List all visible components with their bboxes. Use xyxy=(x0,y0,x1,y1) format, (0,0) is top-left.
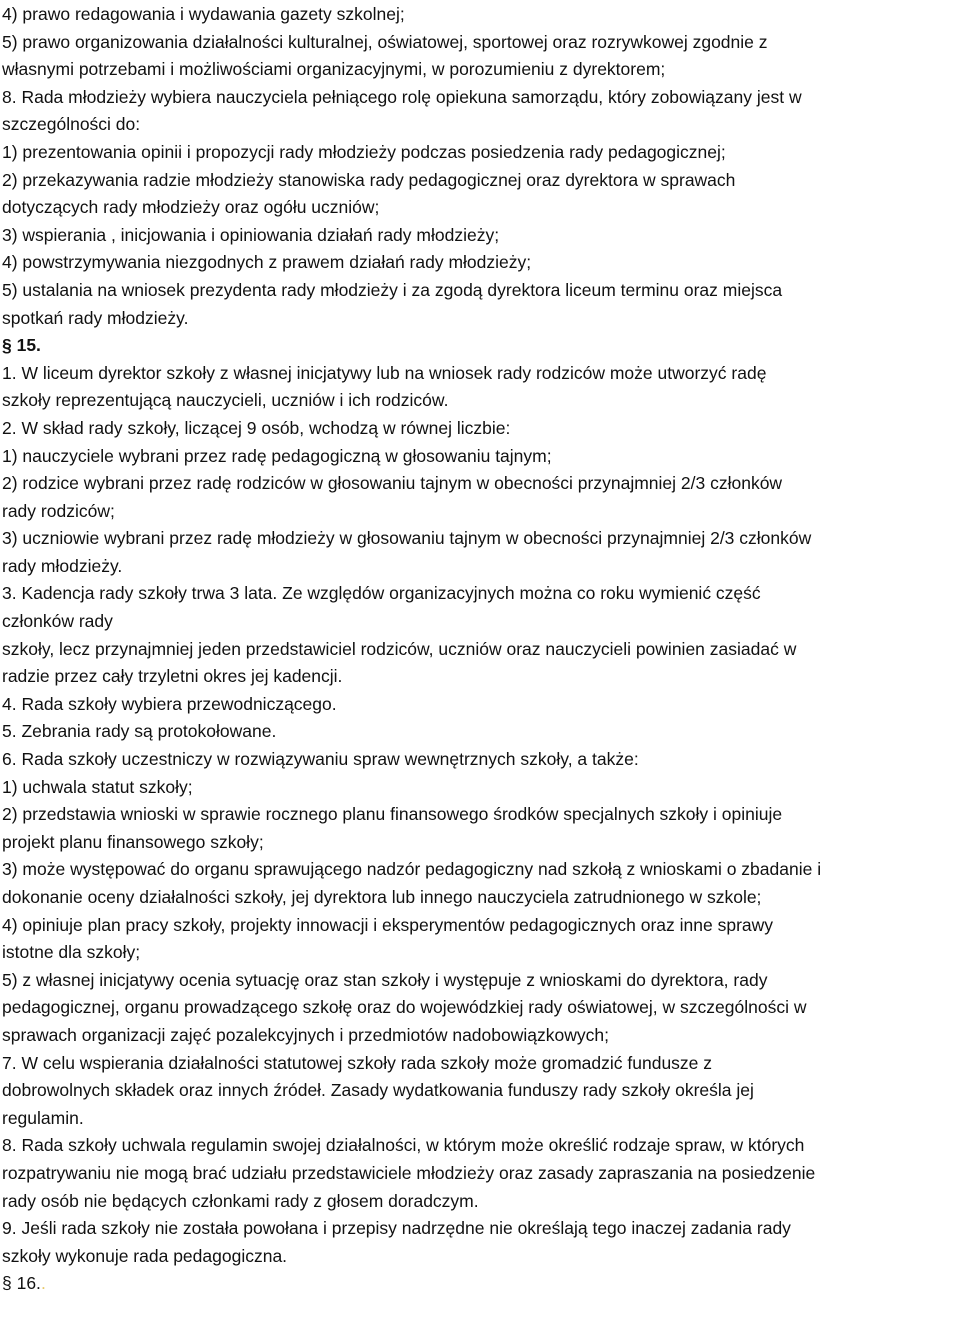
text-line: 4. Rada szkoły wybiera przewodniczącego. xyxy=(2,693,337,714)
text-line: szkoły, lecz przynajmniej jeden przedstawiciel rodziców, uczniów oraz nauczycieli powinien zasiadać w xyxy=(2,638,797,659)
text-line: rady osób nie będących członkami rady z głosem doradczym. xyxy=(2,1190,479,1211)
text-line: szkoły wykonuje rada pedagogiczna. xyxy=(2,1245,288,1266)
text-line: rady rodziców; xyxy=(2,500,115,521)
text-line: własnymi potrzebami i możliwościami organizacyjnymi, w porozumieniu z dyrektorem; xyxy=(2,59,666,80)
document-page xyxy=(2,0,958,1326)
text-line: 4) opiniuje plan pracy szkoły, projekty innowacji i eksperymentów pedagogicznych oraz inne sprawy xyxy=(2,914,774,935)
text-line: 1) prezentowania opinii i propozycji rady młodzieży podczas posiedzenia rady pedagogicznej; xyxy=(2,141,726,162)
text-line-last-paragraph xyxy=(2,1270,958,1298)
text-line: 7. W celu wspierania działalności statutowej szkoły rada szkoły może gromadzić fundusze z xyxy=(2,1052,713,1073)
text-line: dokonanie oceny działalności szkoły, jej dyrektora lub innego nauczyciela zatrudnionego w szkole; xyxy=(2,887,762,907)
text-line: 5) z własnej inicjatywy ocenia sytuację oraz stan szkoły i występuje z wnioskami do dyrektora, rady xyxy=(2,969,768,990)
text-line: 4) prawo redagowania i wydawania gazety szkolnej; xyxy=(2,4,405,24)
text-line: projekt planu finansowego szkoły; xyxy=(2,831,264,852)
text-line-content: § 16. xyxy=(2,1273,41,1294)
text-line: pedagogicznej, organu prowadzącego szkołę oraz do wojewódzkiej rady oświatowej, w szczególności w xyxy=(2,997,807,1018)
text-line: dobrowolnych składek oraz innych źródeł. Zasady wydatkowania funduszy rady szkoły określa jej xyxy=(2,1080,754,1101)
text-line: radzie przez cały trzyletni okres jej kadencji. xyxy=(2,666,343,687)
text-line: 8. Rada młodzieży wybiera nauczyciela pełniącego rolę opiekuna samorządu, który zobowiązany jest w xyxy=(2,86,802,107)
text-line: 2) przekazywania radzie młodzieży stanowiska rady pedagogicznej oraz dyrektora w sprawach xyxy=(2,169,736,190)
text-line: 3) może występować do organu sprawującego nadzór pedagogiczny nad szkołą z wnioskami o zbadanie i xyxy=(2,859,822,880)
text-line: 9. Jeśli rada szkoły nie została powołana i przepisy nadrzędne nie określają tego inaczej zadania rady xyxy=(2,1218,791,1239)
section-heading-16 xyxy=(2,1298,958,1326)
text-line: 2) rodzice wybrani przez radę rodziców w głosowaniu tajnym w obecności przynajmniej 2/3 członków xyxy=(2,473,783,494)
text-line: 5. Zebrania rady są protokołowane. xyxy=(2,721,277,742)
text-line: istotne dla szkoły; xyxy=(2,942,141,963)
text-line: 3. Kadencja rady szkoły trwa 3 lata. Ze względów organizacyjnych można co roku wymienić część xyxy=(2,583,761,604)
text-line: spotkań rady młodzieży. xyxy=(2,307,189,328)
text-line: rozpatrywaniu nie mogą brać udziału przedstawiciele młodzieży oraz zasady zapraszania na posiedzenie xyxy=(2,1162,816,1183)
text-line: 3) wspierania , inicjowania i opiniowania działań rady młodzieży; xyxy=(2,224,500,245)
section-heading-15: § 15. xyxy=(2,335,41,356)
text-line: 6. Rada szkoły uczestniczy w rozwiązywaniu spraw wewnętrznych szkoły, a także: xyxy=(2,749,639,770)
text-line: 8. Rada szkoły uchwala regulamin swojej działalności, w którym może określić rodzaje spraw, w których xyxy=(2,1135,805,1156)
text-line: 2. W skład rady szkoły, liczącej 9 osób, wchodzą w równej liczbie: xyxy=(2,417,511,438)
text-line: 1) nauczyciele wybrani przez radę pedagogiczną w głosowaniu tajnym; xyxy=(2,445,552,466)
text-line: rady młodzieży. xyxy=(2,555,123,576)
text-line: sprawach organizacji zajęć pozalekcyjnych i przedmiotów nadobowiązkowych; xyxy=(2,1024,609,1045)
text-line: szczególności do: xyxy=(2,114,141,135)
text-line: 1. W liceum dyrektor szkoły z własnej inicjatywy lub na wniosek rady rodziców może utworzyć radę xyxy=(2,362,767,383)
text-line: szkoły reprezentującą nauczycieli, uczniów i ich rodziców. xyxy=(2,390,449,411)
text-line: regulamin. xyxy=(2,1107,84,1128)
text-line: 2) przedstawia wnioski w sprawie rocznego planu finansowego środków specjalnych szkoły i opiniuje xyxy=(2,804,783,825)
text-line: 1) uchwala statut szkoły; xyxy=(2,776,193,797)
text-line: 5) prawo organizowania działalności kulturalnej, oświatowej, sportowej oraz rozrywkowej zgodnie z xyxy=(2,31,768,52)
text-line: 4) powstrzymywania niezgodnych z prawem działań rady młodzieży; xyxy=(2,252,532,273)
trailing-dot: . xyxy=(40,1273,46,1294)
text-line: członków rady xyxy=(2,611,113,632)
text-line: dotyczących rady młodzieży oraz ogółu uczniów; xyxy=(2,197,380,218)
text-line: 3) uczniowie wybrani przez radę młodzieży w głosowaniu tajnym w obecności przynajmniej 2/3 członków xyxy=(2,528,812,549)
text-line: 5) ustalania na wniosek prezydenta rady młodzieży i za zgodą dyrektora liceum terminu oraz miejsca xyxy=(2,279,783,300)
